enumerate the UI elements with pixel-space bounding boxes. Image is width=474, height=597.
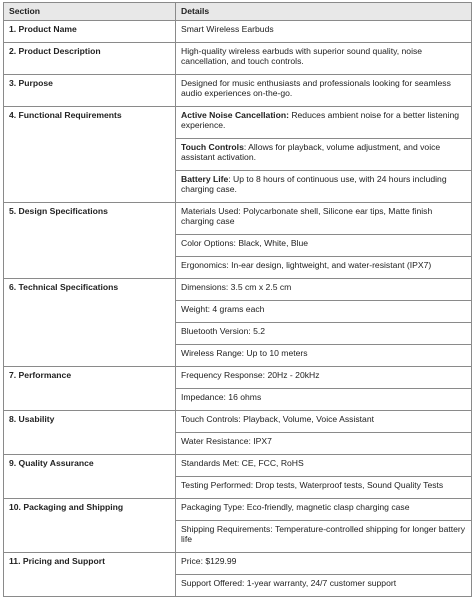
detail-text: Reduces ambient noise for a better listening experience. <box>181 110 459 131</box>
table-row <box>4 75 472 107</box>
details-cell <box>176 171 472 203</box>
section-cell: 3. Purpose <box>4 75 176 107</box>
section-cell: 2. Product Description <box>4 43 176 75</box>
detail-text: Standards Met: CE, FCC, RoHS <box>181 458 304 468</box>
details-cell <box>176 477 472 499</box>
section-cell: 6. Technical Specifications <box>4 279 176 367</box>
details-column-header: Details <box>176 3 472 21</box>
details-cell <box>176 553 472 575</box>
detail-label: Battery Life <box>181 174 229 184</box>
table-row <box>4 367 472 389</box>
table-row <box>4 455 472 477</box>
section-cell: 4. Functional Requirements <box>4 107 176 203</box>
details-cell <box>176 203 472 235</box>
detail-text: Color Options: Black, White, Blue <box>181 238 309 248</box>
section-column-header: Section <box>4 3 176 21</box>
section-cell: 8. Usability <box>4 411 176 455</box>
section-cell: 5. Design Specifications <box>4 203 176 279</box>
detail-text: High-quality wireless earbuds with superior sound quality, noise cancellation, and touch controls. <box>181 46 423 67</box>
detail-text: Shipping Requirements: Temperature-controlled shipping for longer battery life <box>181 524 466 545</box>
detail-text: Bluetooth Version: 5.2 <box>181 326 266 336</box>
section-cell: 7. Performance <box>4 367 176 411</box>
details-cell <box>176 345 472 367</box>
detail-text: Price: $129.99 <box>181 556 237 566</box>
details-cell <box>176 279 472 301</box>
table-row <box>4 21 472 43</box>
table-row <box>4 43 472 75</box>
table-row <box>4 279 472 301</box>
details-cell <box>176 367 472 389</box>
table-row <box>4 107 472 139</box>
detail-label: Active Noise Cancellation: <box>181 110 289 120</box>
detail-text: Materials Used: Polycarbonate shell, Silicone ear tips, Matte finish charging case <box>181 206 433 227</box>
details-cell <box>176 433 472 455</box>
detail-label: Touch Controls <box>181 142 244 152</box>
section-cell: 10. Packaging and Shipping <box>4 499 176 553</box>
section-cell: 1. Product Name <box>4 21 176 43</box>
specification-table <box>3 2 472 597</box>
table-row <box>4 553 472 575</box>
detail-text: Ergonomics: In-ear design, lightweight, and water-resistant (IPX7) <box>181 260 432 270</box>
detail-text: Dimensions: 3.5 cm x 2.5 cm <box>181 282 292 292</box>
details-cell <box>176 323 472 345</box>
details-cell <box>176 389 472 411</box>
section-cell: 9. Quality Assurance <box>4 455 176 499</box>
details-cell <box>176 21 472 43</box>
details-cell <box>176 575 472 597</box>
detail-text: Smart Wireless Earbuds <box>181 24 274 34</box>
detail-text: : Allows for playback, volume adjustment, and voice assistant activation. <box>181 142 441 163</box>
detail-text: : Up to 8 hours of continuous use, with 24 hours including charging case. <box>181 174 447 195</box>
details-cell <box>176 411 472 433</box>
details-cell <box>176 521 472 553</box>
detail-text: Water Resistance: IPX7 <box>181 436 272 446</box>
details-cell <box>176 43 472 75</box>
details-cell <box>176 75 472 107</box>
detail-text: Touch Controls: Playback, Volume, Voice Assistant <box>181 414 374 424</box>
detail-text: Weight: 4 grams each <box>181 304 265 314</box>
details-cell <box>176 455 472 477</box>
detail-text: Testing Performed: Drop tests, Waterproof tests, Sound Quality Tests <box>181 480 444 490</box>
table-header-row <box>4 3 472 21</box>
detail-text: Support Offered: 1-year warranty, 24/7 customer support <box>181 578 397 588</box>
detail-text: Frequency Response: 20Hz - 20kHz <box>181 370 320 380</box>
detail-text: Wireless Range: Up to 10 meters <box>181 348 308 358</box>
details-cell <box>176 107 472 139</box>
table-row <box>4 499 472 521</box>
table-body <box>4 21 472 597</box>
detail-text: Packaging Type: Eco-friendly, magnetic clasp charging case <box>181 502 410 512</box>
details-cell <box>176 139 472 171</box>
table-row <box>4 411 472 433</box>
detail-text: Impedance: 16 ohms <box>181 392 262 402</box>
table-row <box>4 203 472 235</box>
detail-text: Designed for music enthusiasts and professionals looking for seamless audio experiences on-the-go. <box>181 78 451 99</box>
details-cell <box>176 235 472 257</box>
details-cell <box>176 499 472 521</box>
details-cell <box>176 301 472 323</box>
section-cell: 11. Pricing and Support <box>4 553 176 597</box>
details-cell <box>176 257 472 279</box>
